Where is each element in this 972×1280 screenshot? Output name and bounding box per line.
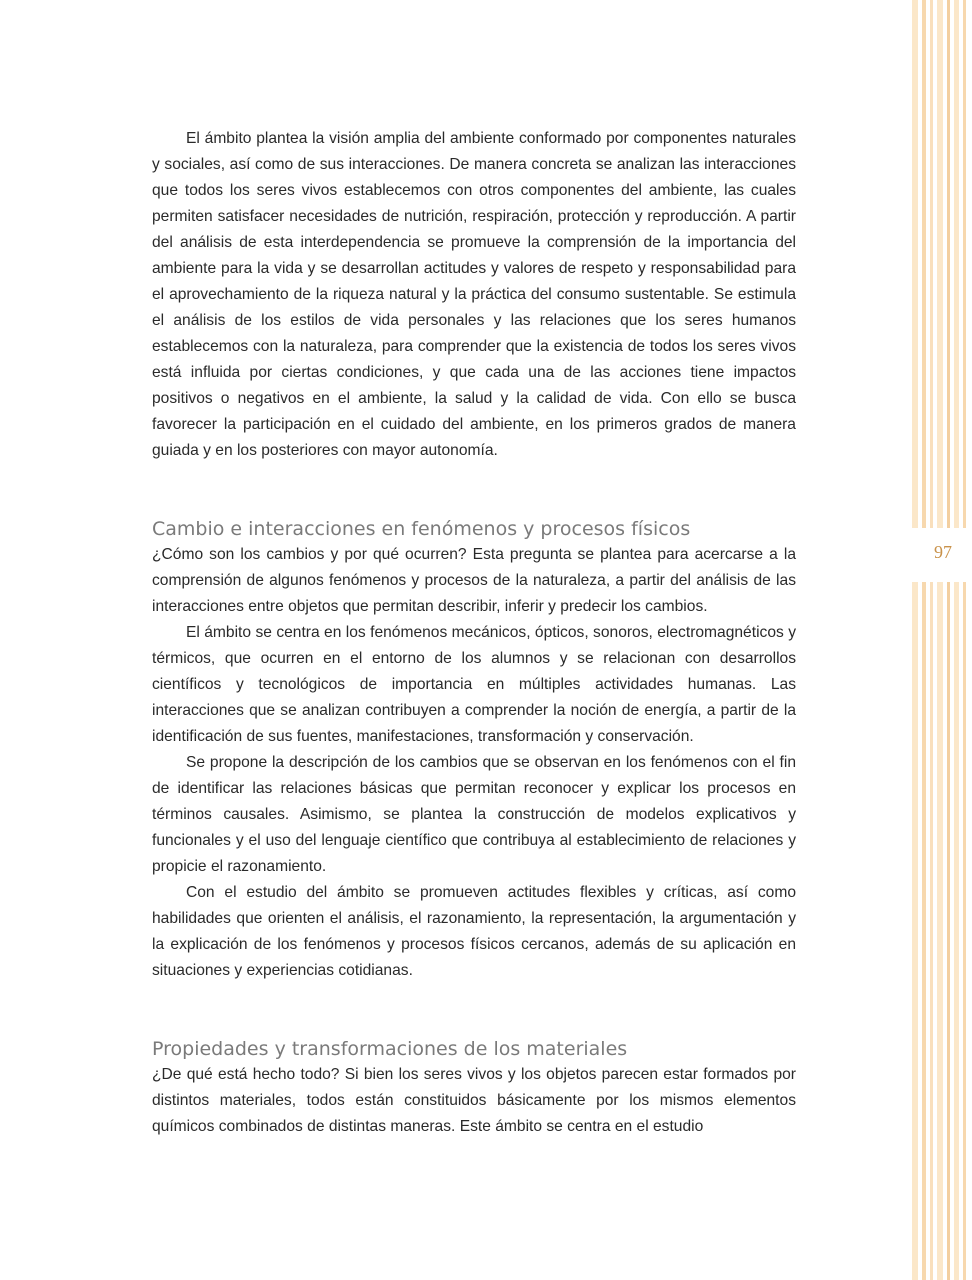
stripe xyxy=(930,0,933,1280)
stripe xyxy=(963,0,966,1280)
section-paragraph: Se propone la descripción de los cambios que se observan en los fenómenos con el fin de identificar las relaciones básicas que permitan reconocer y explicar los procesos en términos causales. Asimismo, se plantea la construcción de modelos explicativos y funcionales y el uso del lenguaje científico que contribuya al establecimiento de relaciones y propicie el razonamiento. xyxy=(152,754,796,875)
section-heading: Cambio e interacciones en fenómenos y procesos físicos xyxy=(152,518,691,540)
section-paragraph: Con el estudio del ámbito se promueven actitudes flexibles y críticas, así como habilidades que orienten el análisis, el razonamiento, la representación, la argumentación y la explicación de los fenómenos y procesos físicos cercanos, además de su aplicación en situaciones y experiencias cotidianas. xyxy=(152,884,796,979)
section-cambio-interacciones xyxy=(152,516,796,984)
section-spacer xyxy=(152,984,796,1036)
stripe xyxy=(954,0,959,1280)
stripe xyxy=(947,0,950,1280)
section-spacer xyxy=(152,464,796,516)
decorative-side-stripes xyxy=(912,0,972,1280)
stripe xyxy=(937,0,943,1280)
section-paragraph: ¿Cómo son los cambios y por qué ocurren? Esta pregunta se plantea para acercarse a la comprensión de algunos fenómenos y procesos de la naturaleza, a partir del análisis de las interacciones entre objetos que permitan describir, inferir y predecir los cambios. xyxy=(152,546,796,615)
intro-paragraph: El ámbito plantea la visión amplia del ambiente conformado por componentes naturales y sociales, así como de sus interacciones. De manera concreta se analizan las interacciones que todos los seres vivos establecemos con otros componentes del ambiente, las cuales permiten satisfacer necesidades de nutrición, respiración, protección y reproducción. A partir del análisis de esta interdependencia se promueve la comprensión de la importancia del ambiente para la vida y se desarrollan actitudes y valores de respeto y responsabilidad para el aprovechamiento de la riqueza natural y la práctica del consumo sustentable. Se estimula el análisis de los estilos de vida personales y las relaciones que los seres humanos establecemos con la naturaleza, para comprender que la existencia de todos los seres vivos está influida por ciertas condiciones, y que cada una de las acciones tiene impactos positivos o negativos en el ambiente, la salud y la calidad de vida. Con ello se busca favorecer la participación en el cuidado del ambiente, en los primeros grados de manera guiada y en los posteriores con mayor autonomía. xyxy=(152,130,796,459)
page-content xyxy=(152,126,796,1140)
stripe xyxy=(922,0,926,1280)
page-number: 97 xyxy=(934,542,952,562)
section-propiedades-materiales xyxy=(152,1036,796,1140)
section-paragraph: El ámbito se centra en los fenómenos mecánicos, ópticos, sonoros, electromagnéticos y térmicos, que ocurren en el entorno de los alumnos y se relacionan con desarrollos científicos y tecnológicos de importancia en múltiples actividades humanas. Las interacciones que se analizan contribuyen a comprender la noción de energía, a partir de la identificación de sus fuentes, manifestaciones, transformación y conservación. xyxy=(152,624,796,745)
section-heading: Propiedades y transformaciones de los materiales xyxy=(152,1038,628,1060)
stripe xyxy=(912,0,918,1280)
section-paragraph: ¿De qué está hecho todo? Si bien los seres vivos y los objetos parecen estar formados por distintos materiales, todos están constituidos básicamente por los mismos elementos químicos combinados de distintas maneras. Este ámbito se centra en el estudio xyxy=(152,1066,796,1135)
